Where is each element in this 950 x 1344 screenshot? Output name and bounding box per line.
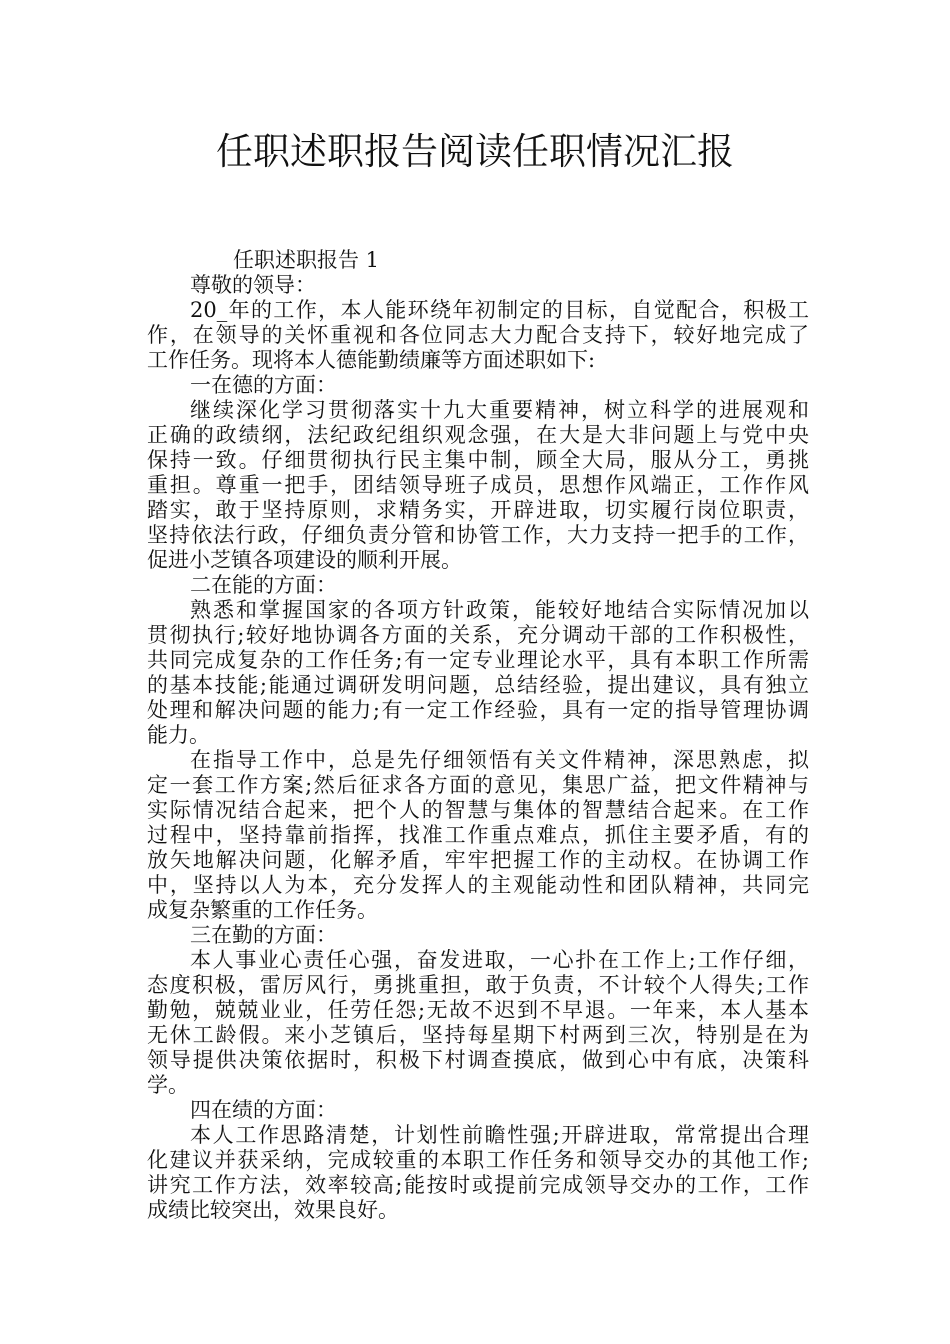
text-line: 定一套工作方案;然后征求各方面的意见，集思广益，把文件精神与 — [147, 773, 809, 797]
text-line: 工作任务。现将本人德能勤绩廉等方面述职如下: — [147, 348, 596, 372]
text-line: 共同完成复杂的工作任务;有一定专业理论水平，具有本职工作所需 — [147, 648, 809, 672]
text-line: 处理和解决问题的能力;有一定工作经验，具有一定的指导管理协调 — [147, 698, 809, 722]
text-line: 实际情况结合起来，把个人的智慧与集体的智慧结合起来。在工作 — [147, 798, 809, 822]
text-line: 化建议并获采纳，完成较重的本职工作任务和领导交办的其他工作; — [147, 1148, 809, 1172]
text-line: 贯彻执行;较好地协调各方面的关系，充分调动干部的工作积极性， — [147, 623, 809, 647]
section-heading: 二在能的方面： — [190, 573, 337, 597]
text-line: 放矢地解决问题，化解矛盾，牢牢把握工作的主动权。在协调工作 — [147, 848, 809, 872]
salutation: 尊敬的领导： — [190, 273, 316, 297]
text-line: 学。 — [147, 1073, 189, 1097]
text-line: 无休工龄假。来小芝镇后，坚持每星期下村两到三次，特别是在为 — [147, 1023, 809, 1047]
text-line: 20_年的工作，本人能环绕年初制定的目标，自觉配合，积极工 — [190, 298, 809, 322]
text-line: 正确的政绩纲，法纪政纪组织观念强，在大是大非问题上与党中央 — [147, 423, 809, 447]
text-line: 态度积极，雷厉风行，勇挑重担，敢于负责，不计较个人得失;工作 — [147, 973, 809, 997]
section-heading: 一在德的方面： — [190, 373, 337, 397]
text-line: 踏实，敢于坚持原则，求精务实，开辟进取，切实履行岗位职责， — [147, 498, 809, 522]
text-line: 勤勉，兢兢业业，任劳任怨;无故不迟到不早退。一年来，本人基本 — [147, 998, 809, 1022]
text-line: 重担。尊重一把手，团结领导班子成员，思想作风端正，工作作风 — [147, 473, 809, 497]
section-heading: 三在勤的方面： — [190, 923, 337, 947]
document-title: 任职述职报告阅读任职情况汇报 — [216, 130, 734, 173]
text-line: 讲究工作方法，效率较高;能按时或提前完成领导交办的工作，工作 — [147, 1173, 809, 1197]
text-line: 作，在领导的关怀重视和各位同志大力配合支持下，较好地完成了 — [147, 323, 809, 347]
text-line: 本人事业心责任心强，奋发进取，一心扑在工作上;工作仔细， — [190, 948, 809, 972]
text-line: 成复杂繁重的工作任务。 — [147, 898, 378, 922]
text-line: 能力。 — [147, 723, 210, 747]
text-line: 成绩比较突出，效果良好。 — [147, 1198, 399, 1222]
text-line: 中，坚持以人为本，充分发挥人的主观能动性和团队精神，共同完 — [147, 873, 809, 897]
text-line: 继续深化学习贯彻落实十九大重要精神，树立科学的进展观和 — [190, 398, 809, 422]
text-line: 保持一致。仔细贯彻执行民主集中制，顾全大局，服从分工，勇挑 — [147, 448, 809, 472]
report-heading: 任职述职报告 1 — [233, 248, 380, 272]
text-line: 促进小芝镇各项建设的顺利开展。 — [147, 548, 462, 572]
text-line: 过程中，坚持靠前指挥，找准工作重点难点，抓住主要矛盾，有的 — [147, 823, 809, 847]
text-line: 坚持依法行政，仔细负责分管和协管工作，大力支持一把手的工作， — [147, 523, 809, 547]
document-body — [147, 248, 809, 1223]
text-line: 领导提供决策依据时，积极下村调查摸底，做到心中有底，决策科 — [147, 1048, 809, 1072]
text-line: 本人工作思路清楚，计划性前瞻性强;开辟进取，常常提出合理 — [190, 1123, 809, 1147]
text-line: 熟悉和掌握国家的各项方针政策，能较好地结合实际情况加以 — [190, 598, 809, 622]
text-line: 的基本技能;能通过调研发明问题，总结经验，提出建议，具有独立 — [147, 673, 809, 697]
section-heading: 四在绩的方面： — [190, 1098, 337, 1122]
text-line: 在指导工作中，总是先仔细领悟有关文件精神，深思熟虑，拟 — [190, 748, 809, 772]
